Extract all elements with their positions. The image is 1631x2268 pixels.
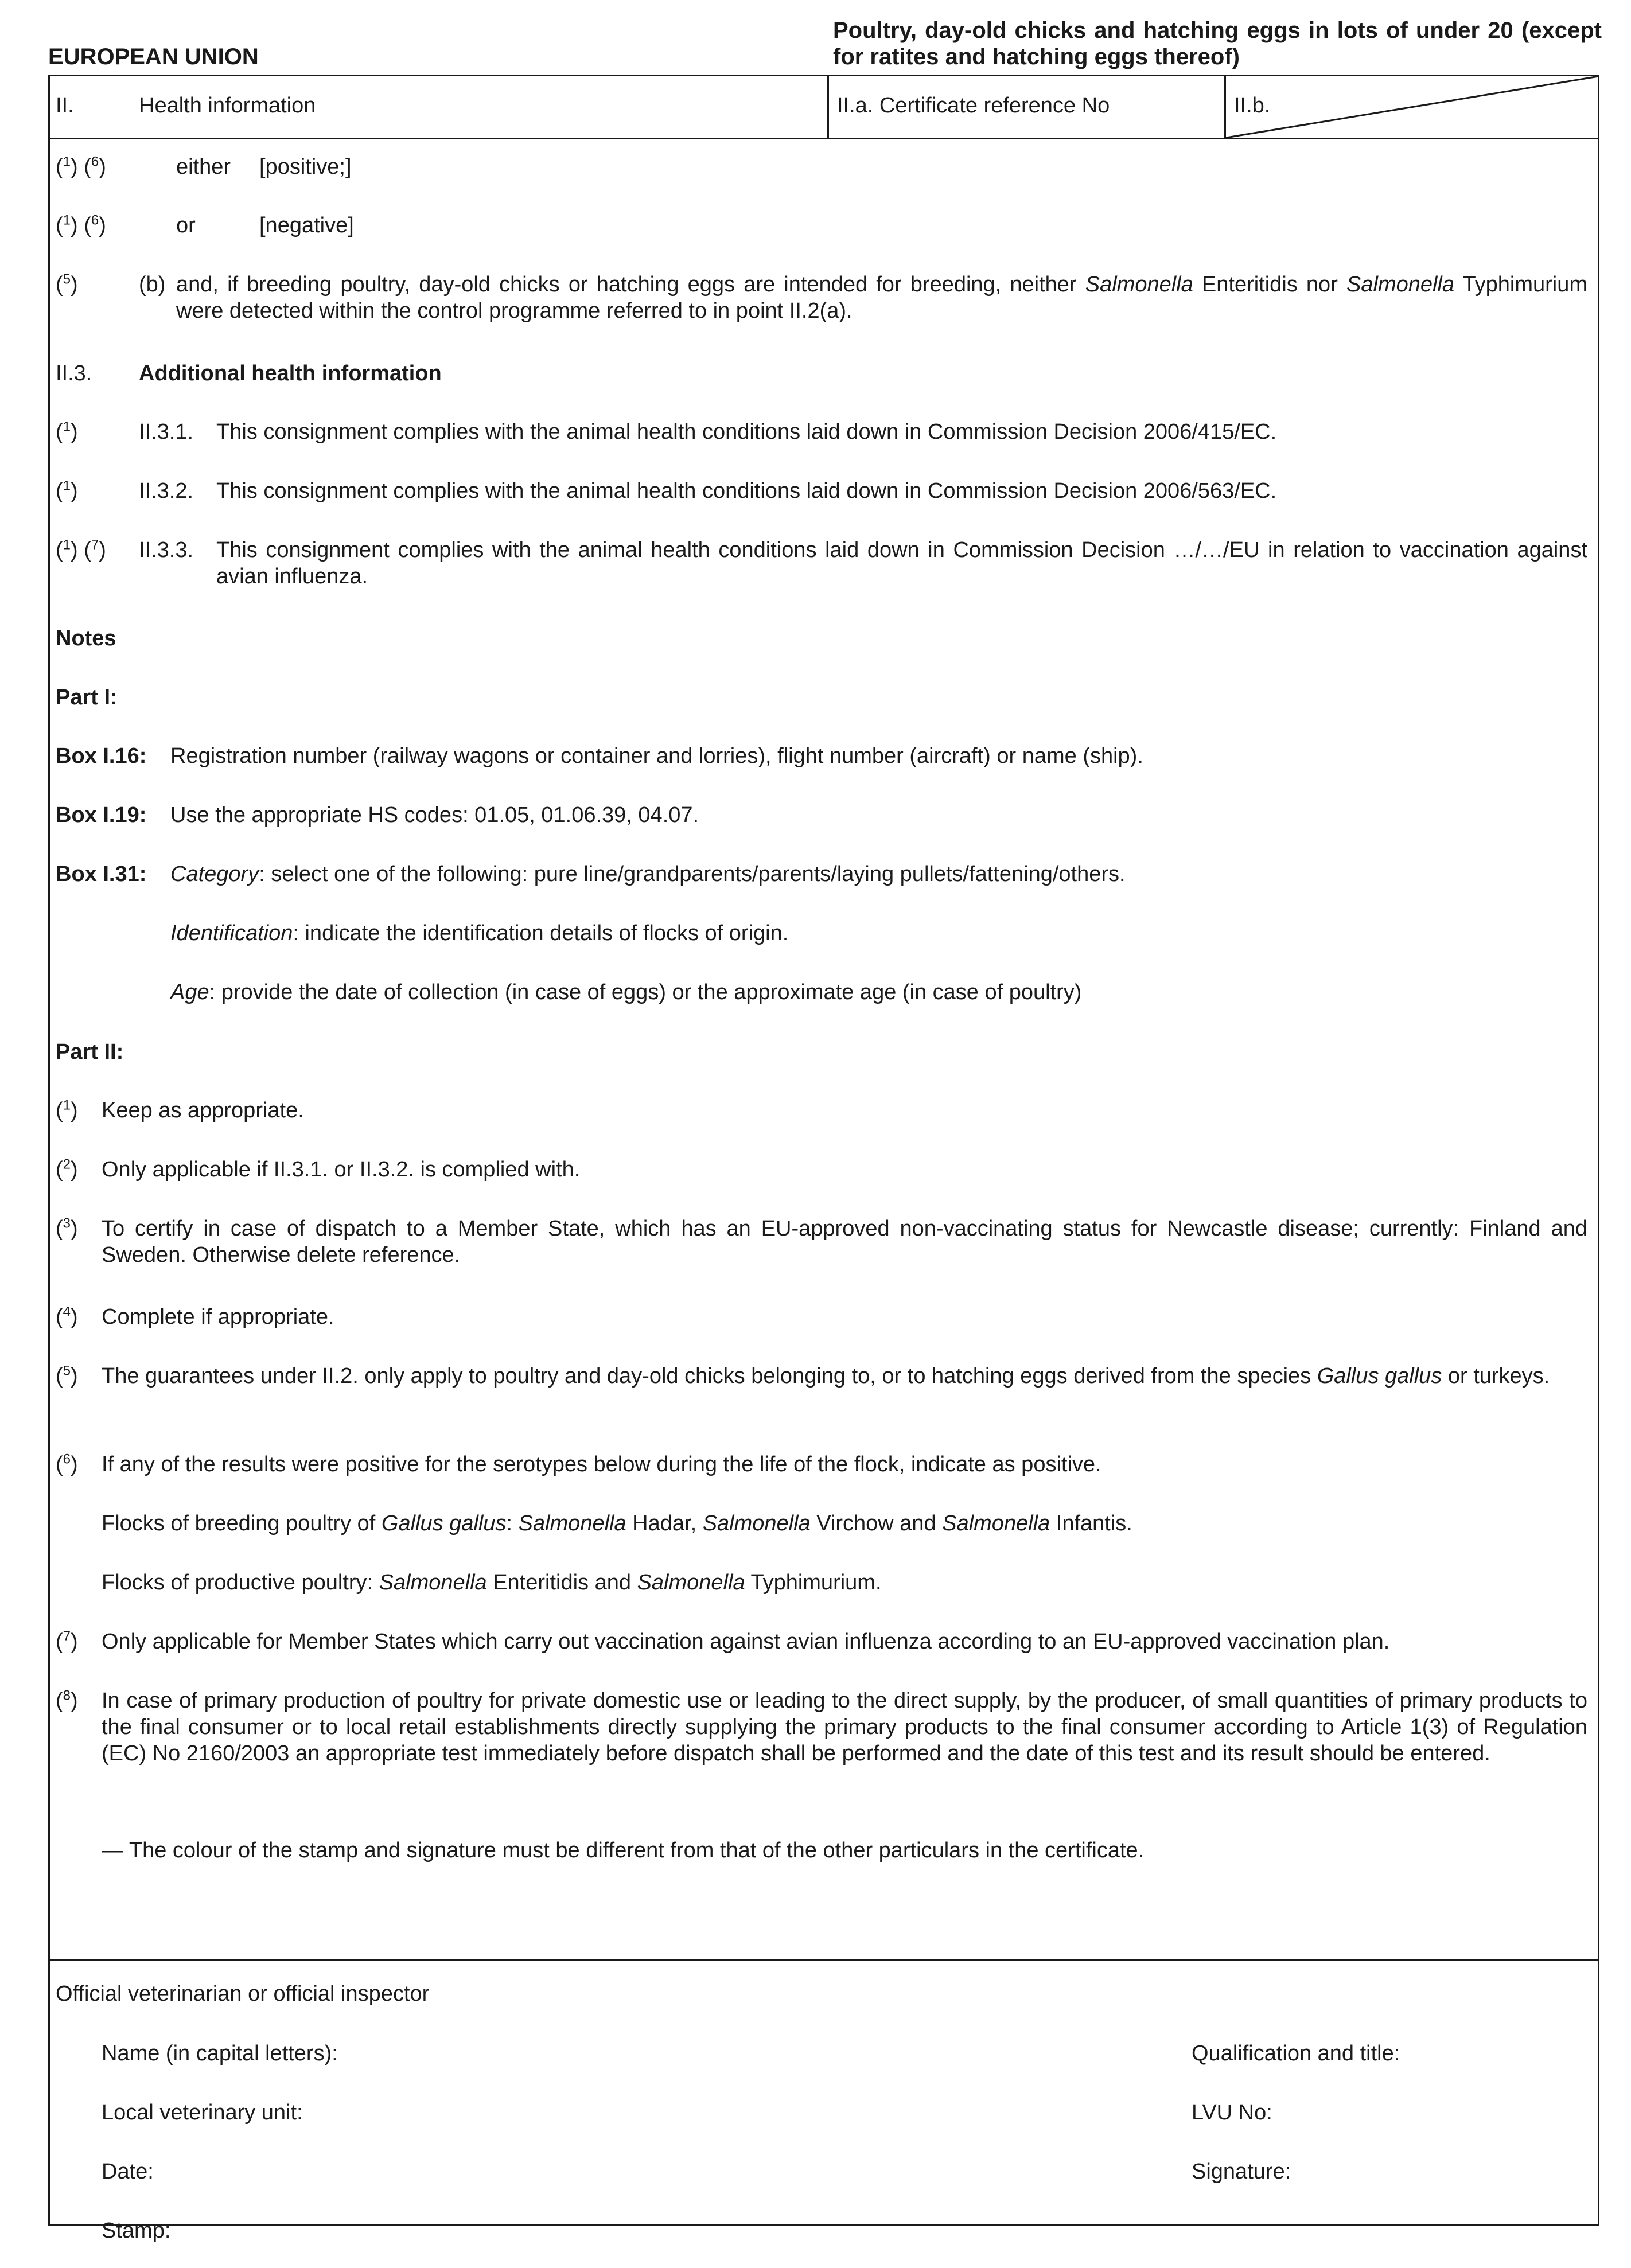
- text-segment: Hadar,: [626, 1511, 703, 1536]
- point-b-label: (b): [139, 272, 166, 297]
- text-segment: and, if breeding poultry, day-old chicks or hatching eggs are intended for breeding, neither: [176, 272, 1085, 297]
- note5-text: [102, 1363, 1587, 1389]
- or-value: [negative]: [259, 213, 354, 237]
- text-segment: Identification: [170, 921, 293, 945]
- header-title: Poultry, day-old chicks and hatching eggs in lots of under 20 (except for ratites and hatching eggs thereof): [833, 18, 1602, 69]
- diagonal-line-icon: [1226, 76, 1599, 138]
- text-segment: : provide the date of collection (in case of eggs) or the approximate age (in case of poultry): [209, 980, 1082, 1004]
- text-segment: Flocks of breeding poultry of: [102, 1511, 382, 1536]
- box16-text: Registration number (railway wagons or container and lorries), flight number (aircraft) or name (ship).: [170, 744, 1143, 768]
- text-segment: Salmonella: [702, 1511, 811, 1536]
- header-left: EUROPEAN UNION: [48, 44, 259, 69]
- note8-mark: ($^8$): [56, 1688, 78, 1713]
- signature-title: Official veterinarian or official inspector: [56, 1982, 430, 2006]
- either-mark: [56, 154, 106, 180]
- ii32-number: II.3.2.: [139, 479, 194, 503]
- box31-identification: [170, 920, 788, 946]
- text-segment: Category: [170, 862, 259, 886]
- ii3-title: Additional health information: [139, 361, 442, 385]
- iib-label: II.b.: [1234, 93, 1271, 118]
- either-word: either: [176, 155, 231, 179]
- footnote-mark: ($^1$) ($^6$): [56, 212, 106, 237]
- note8-text: In case of primary production of poultry for private domestic use or leading to the direct supply, by the producer, of small quantities of primary products to the final consumer or to local retail establishments directly supplying the primary products to the final consumer according to Article 1(3) of Regulation (EC) No 2160/2003 an appropriate test immediately before dispatch shall be performed and the date of this test and its result should be entered.: [102, 1689, 1587, 1766]
- ii33-mark: ($^1$) ($^7$): [56, 537, 106, 562]
- note7-mark: ($^7$): [56, 1628, 78, 1654]
- box19-text: Use the appropriate HS codes: 01.05, 01.06.39, 04.07.: [170, 803, 699, 827]
- ii33-text: This consignment complies with the animal health conditions laid down in Commission Decision …/…/EU in relation to vaccination against avian influenza.: [216, 538, 1587, 589]
- note2-mark: ($^2$): [56, 1156, 78, 1182]
- ii32-text: This consignment complies with the animal health conditions laid down in Commission Decision 2006/563/EC.: [216, 479, 1277, 503]
- certificate-reference-label: II.a. Certificate reference No: [837, 93, 1110, 118]
- point-b-mark: ($^5$): [56, 271, 78, 297]
- text-segment: Age: [170, 980, 209, 1004]
- text-segment: :: [506, 1511, 519, 1536]
- ii31-number: II.3.1.: [139, 420, 194, 444]
- part1-title: Part I:: [56, 685, 118, 710]
- section-number: II.: [56, 93, 74, 118]
- footnote-mark: ($^1$) ($^6$): [56, 154, 106, 179]
- either-value: [positive;]: [259, 155, 352, 179]
- text-segment: Salmonella: [637, 1571, 745, 1595]
- box31-label: Box I.31:: [56, 862, 147, 886]
- local-veterinary-unit-field[interactable]: Local veterinary unit:: [102, 2101, 303, 2125]
- box31-age: [170, 979, 1081, 1006]
- note3-text: To certify in case of dispatch to a Member State, which has an EU-approved non-vaccinating status for Newcastle disease; currently: Finland and Sweden. Otherwise delete reference.: [102, 1217, 1587, 1267]
- text-segment: or turkeys.: [1442, 1364, 1550, 1388]
- lvu-number-field[interactable]: LVU No:: [1192, 2101, 1272, 2125]
- table-header-row: [50, 76, 1598, 139]
- text-segment: Typhimurium were detected within the control programme referred to in point II.2(a).: [176, 272, 1587, 323]
- note6-productive: [102, 1569, 882, 1596]
- text-segment: : indicate the identification details of flocks of origin.: [293, 921, 789, 945]
- part2-title: Part II:: [56, 1040, 124, 1064]
- ii31-mark: ($^1$): [56, 419, 78, 444]
- or-word: or: [176, 213, 196, 237]
- text-segment: Salmonella: [379, 1571, 487, 1595]
- note7-text: Only applicable for Member States which carry out vaccination against avian influenza according to an EU-approved vaccination plan.: [102, 1630, 1390, 1654]
- note6-text: If any of the results were positive for the serotypes below during the life of the flock, indicate as positive.: [102, 1452, 1101, 1476]
- point-b-text: [176, 271, 1587, 324]
- note3-mark: ($^3$): [56, 1215, 78, 1241]
- text-segment: Gallus gallus: [381, 1511, 507, 1536]
- note5-mark: ($^5$): [56, 1363, 78, 1388]
- text-segment: Virchow and: [810, 1511, 943, 1536]
- text-segment: Infantis.: [1050, 1511, 1132, 1536]
- text-segment: Salmonella: [1346, 272, 1455, 297]
- ii3-number: II.3.: [56, 361, 92, 385]
- stamp-field[interactable]: Stamp:: [102, 2219, 171, 2243]
- text-segment: Salmonella: [518, 1511, 626, 1536]
- text-segment: Salmonella: [942, 1511, 1050, 1536]
- name-field[interactable]: Name (in capital letters):: [102, 2041, 338, 2066]
- note4-text: Complete if appropriate.: [102, 1305, 334, 1329]
- certificate-frame: [48, 75, 1599, 2243]
- section-title: Health information: [139, 93, 316, 118]
- note6-breeding: [102, 1510, 1132, 1537]
- note1-text: Keep as appropriate.: [102, 1098, 304, 1123]
- notes-title: Notes: [56, 626, 116, 650]
- text-segment: : select one of the following: pure line/grandparents/parents/laying pullets/fattening/others.: [259, 862, 1126, 886]
- or-mark: [56, 212, 106, 239]
- date-field[interactable]: Date:: [102, 2160, 154, 2184]
- text-segment: The guarantees under II.2. only apply to poultry and day-old chicks belonging to, or to hatching eggs derived from the species: [102, 1364, 1317, 1388]
- signature-field[interactable]: Signature:: [1192, 2160, 1291, 2184]
- box19-label: Box I.19:: [56, 803, 147, 827]
- text-segment: Enteritidis nor: [1193, 272, 1347, 297]
- divider: [827, 76, 829, 138]
- note4-mark: ($^4$): [56, 1304, 78, 1329]
- text-segment: Gallus gallus: [1317, 1364, 1442, 1388]
- note1-mark: ($^1$): [56, 1097, 78, 1123]
- note6-mark: ($^6$): [56, 1451, 78, 1476]
- text-segment: Typhimurium.: [745, 1571, 882, 1595]
- text-segment: Flocks of productive poultry:: [102, 1571, 379, 1595]
- note2-text: Only applicable if II.3.1. or II.3.2. is complied with.: [102, 1158, 581, 1182]
- colour-note: — The colour of the stamp and signature must be different from that of the other particulars in the certificate.: [102, 1838, 1145, 1862]
- text-segment: Salmonella: [1085, 272, 1193, 297]
- ii33-number: II.3.3.: [139, 538, 194, 562]
- ii31-text: This consignment complies with the animal health conditions laid down in Commission Decision 2006/415/EC.: [216, 420, 1277, 444]
- signature-separator: [50, 1959, 1598, 1961]
- box31-category: [170, 861, 1126, 887]
- box16-label: Box I.16:: [56, 744, 147, 768]
- ii32-mark: ($^1$): [56, 478, 78, 503]
- text-segment: Enteritidis and: [486, 1571, 637, 1595]
- qualification-field[interactable]: Qualification and title:: [1192, 2041, 1400, 2066]
